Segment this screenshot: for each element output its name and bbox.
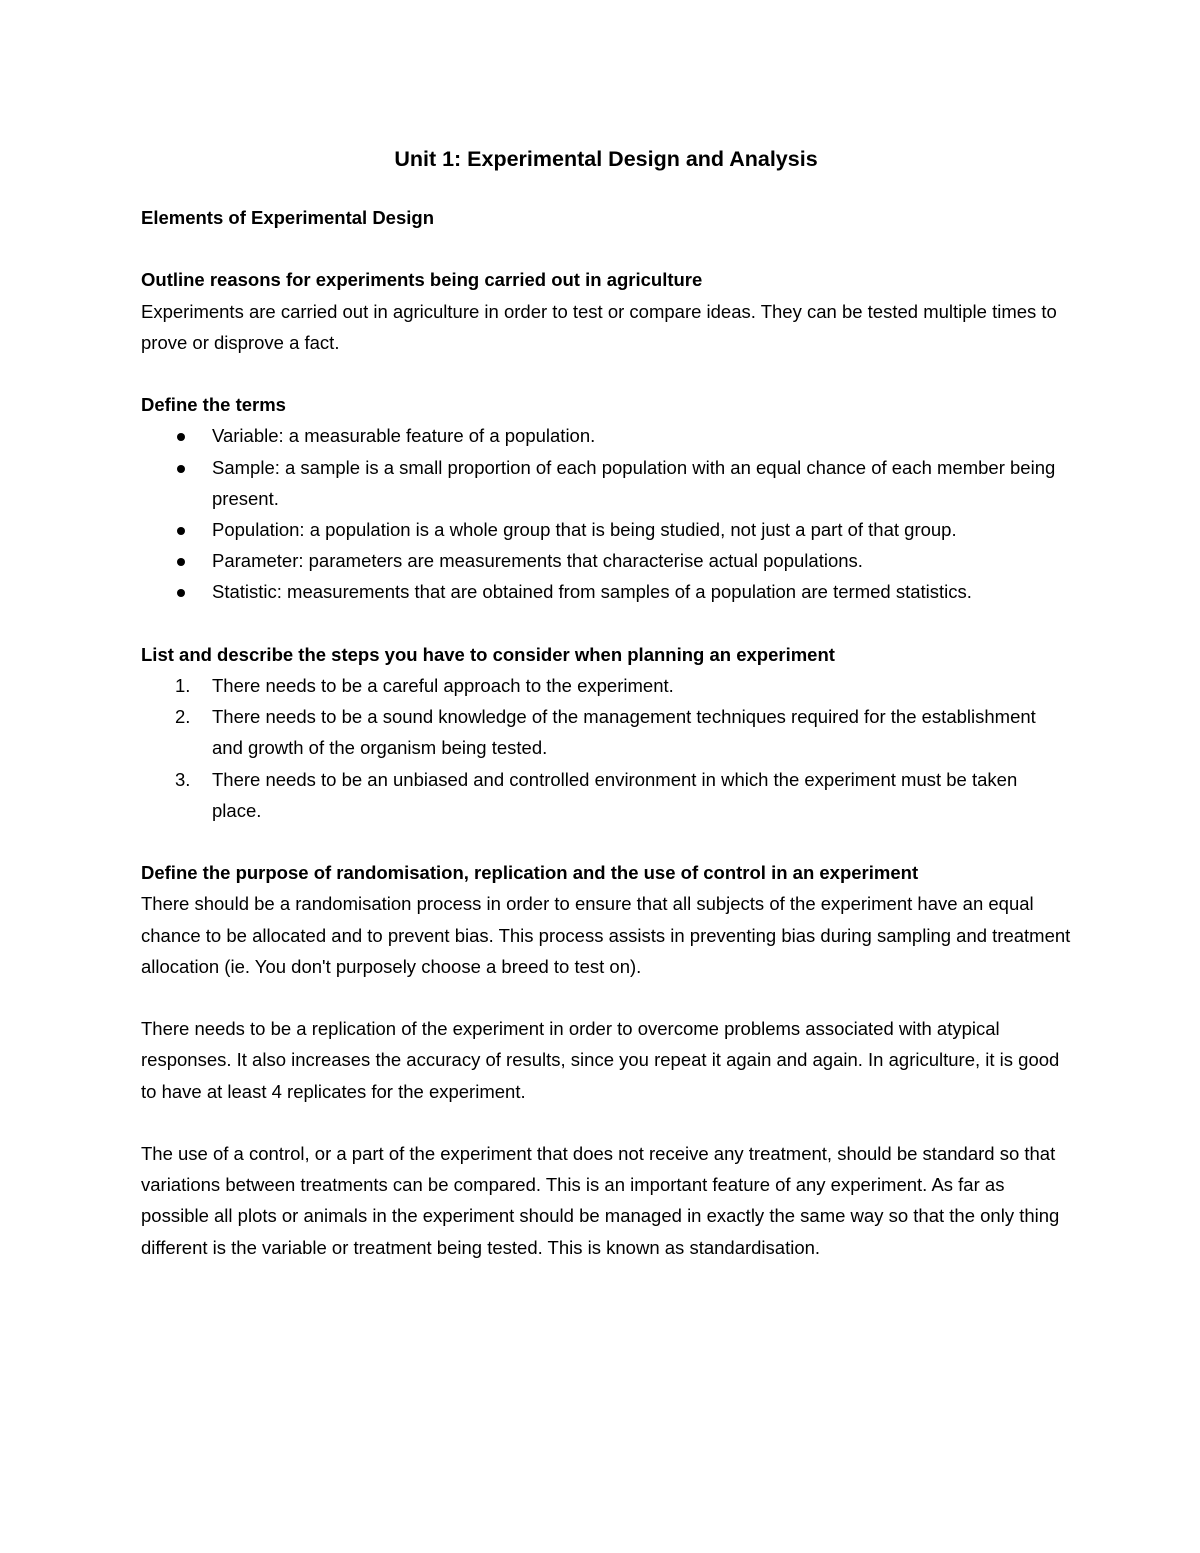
list-number: 2.: [175, 706, 191, 728]
list-item: [141, 670, 1071, 701]
list-item: [141, 514, 1071, 545]
spacer: [141, 358, 1071, 389]
list-item: [141, 701, 1071, 763]
list-item: [141, 576, 1071, 607]
spacer: [141, 608, 1071, 639]
question-heading: Outline reasons for experiments being carried out in agriculture: [141, 269, 703, 291]
spacer: [141, 1107, 1071, 1138]
list-number: 3.: [175, 768, 191, 790]
list-number: 1.: [175, 675, 191, 696]
list-item: [141, 764, 1071, 826]
list-item-text: Variable: a measurable feature of a population.: [212, 425, 596, 447]
document-title: Unit 1: Experimental Design and Analysis: [394, 147, 818, 171]
question-heading: Define the terms: [141, 394, 286, 416]
document-page: [141, 140, 1071, 1263]
answer-paragraph: Experiments are carried out in agriculture in order to test or compare ideas. They can be tested multiple times to prove or disprove a fact.: [141, 300, 1057, 353]
steps-list: [141, 670, 1071, 826]
list-item-text: Population: a population is a whole group that is being studied, not just a part of that group.: [212, 519, 957, 540]
list-item: [141, 420, 1071, 451]
question-heading: List and describe the steps you have to consider when planning an experiment: [141, 643, 835, 665]
list-item: [141, 452, 1071, 514]
answer-paragraph: The use of a control, or a part of the experiment that does not receive any treatment, should be standard so that variations between treatments can be compared. This is an important feature of any experiment. As far as possible all plots or animals in the experiment should be managed in exactly the same way so that the only thing different is the variable or treatment being tested. This is known as standardisation.: [141, 1143, 1060, 1258]
question-heading: Define the purpose of randomisation, replication and the use of control in an experiment: [141, 862, 919, 884]
bullet-icon: [177, 589, 185, 597]
list-item-text: Statistic: measurements that are obtained from samples of a population are termed statistics.: [212, 581, 972, 603]
definitions-list: [141, 420, 1071, 607]
list-item: [141, 545, 1071, 576]
spacer: [141, 826, 1071, 857]
answer-paragraph: There needs to be a replication of the experiment in order to overcome problems associated with atypical responses. It also increases the accuracy of results, since you repeat it again and again. In agriculture, it is good to have at least 4 replicates for the experiment.: [141, 1018, 1060, 1102]
list-item-text: There needs to be a careful approach to the experiment.: [212, 675, 674, 696]
spacer: [141, 982, 1071, 1013]
list-item-text: There needs to be an unbiased and controlled environment in which the experiment must be taken place.: [212, 768, 1018, 821]
list-item-text: Parameter: parameters are measurements that characterise actual populations.: [212, 550, 863, 572]
list-item-text: Sample: a sample is a small proportion of each population with an equal chance of each member being present.: [212, 456, 1056, 509]
bullet-icon: [177, 465, 185, 473]
spacer: [141, 233, 1071, 264]
list-item-text: There needs to be a sound knowledge of the management techniques required for the establishment and growth of the organism being tested.: [212, 706, 1036, 759]
bullet-icon: [177, 527, 185, 535]
answer-paragraph: There should be a randomisation process in order to ensure that all subjects of the experiment have an equal chance to be allocated and to prevent bias. This process assists in preventing bias during sampling and treatment allocation (ie. You don't purposely choose a breed to test on).: [141, 893, 1071, 977]
bullet-icon: [177, 558, 185, 566]
section-heading: Elements of Experimental Design: [141, 207, 435, 228]
bullet-icon: [177, 433, 185, 441]
